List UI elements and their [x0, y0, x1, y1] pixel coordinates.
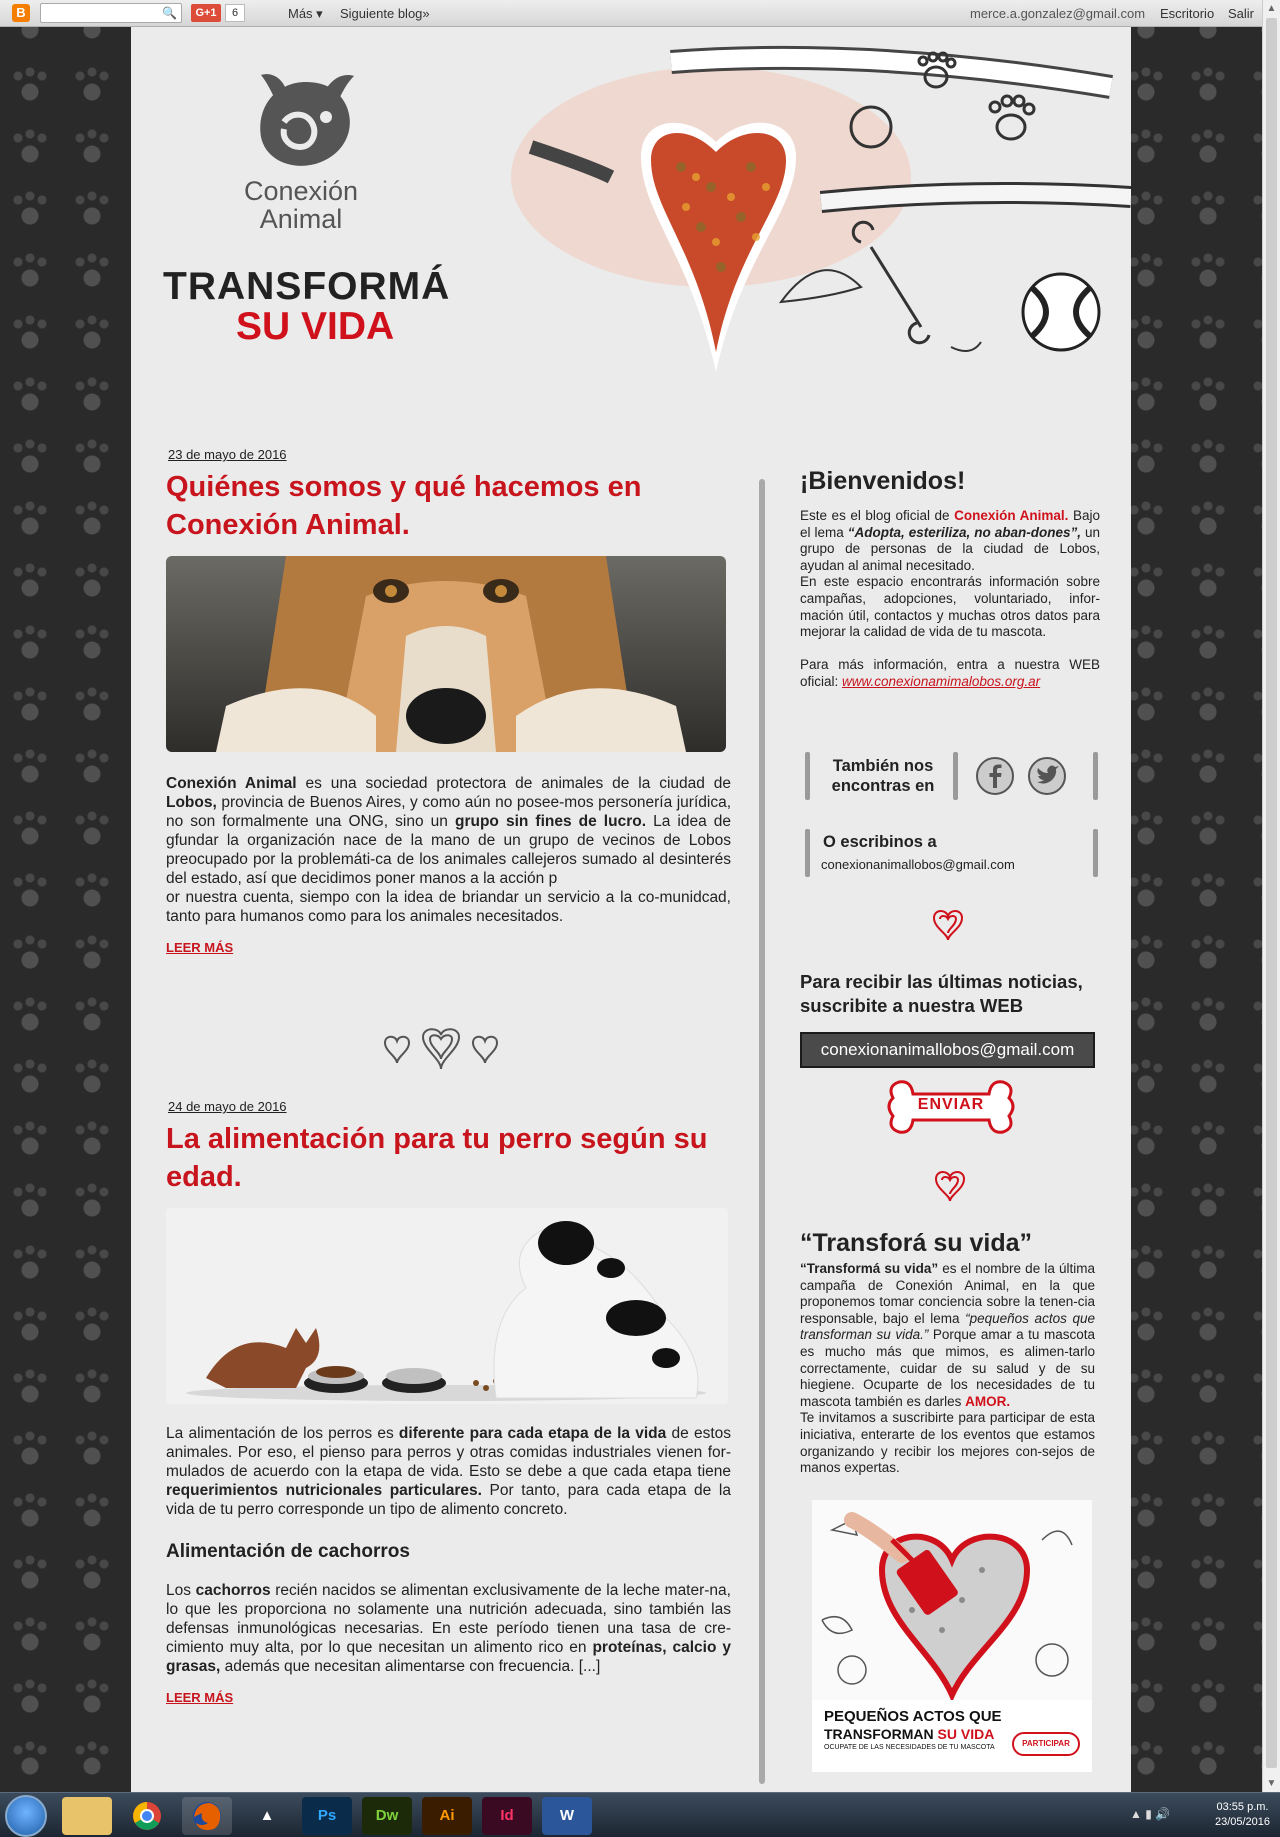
box-bar: [1093, 829, 1098, 877]
post-article: [166, 1099, 731, 1707]
contact-email-link[interactable]: conexionanimallobos@gmail.com: [821, 857, 1015, 872]
dogs-food-photo: [166, 1208, 728, 1404]
slogan-line-1: TRANSFORMÁ: [163, 265, 451, 308]
write-us-label: O escribinos a: [823, 833, 937, 851]
post-date: 23 de mayo de 2016: [168, 447, 287, 462]
firefox-icon[interactable]: [182, 1797, 232, 1835]
gplus-count: 6: [225, 4, 245, 22]
word-icon[interactable]: W: [542, 1797, 592, 1835]
dreamweaver-icon[interactable]: Dw: [362, 1797, 412, 1835]
campaign-text: “Transformá su vida” es el nombre de la última campaña de Conexión Animal, en la que proponemos tomar conciencia sobre la tenen-cia responsable, bajo el lema “pequeños actos que transforman su vida.” Porque amar a tu mascota es mucho más que mimos, es alimen-tarlo correctamente, cuidar de su salud y de su hiegiene. Ocuparte de los necesidades de tu mascota también es darles AMOR. Te invitamos a suscribirte para participar de esta iniciativa, enterarte de los eventos que estamos organizando y recibir los mejores con-sejos de manos expertas.: [800, 1261, 1095, 1476]
start-button[interactable]: [5, 1795, 47, 1837]
website-link[interactable]: www.conexionamimalobos.org.ar: [842, 673, 1041, 689]
next-blog-link[interactable]: Siguiente blog»: [340, 6, 430, 21]
post-excerpt: Conexión Animal es una sociedad protectora de animales de la ciudad de Lobos, provincia de Buenos Aires, y como aún no posee-mos personería jurídica, no son formalmente una ONG, sino un grupo sin fines de lucro. La idea de gfundar la organización nace de la mano de un grupo de vecinos de Lobos preocupado por la problemáti-ca de los animales callejeros sumado al desinterés del estado, así que decidimos poner manos a la acción p or nuestra cuenta, siempo con la idea de briandar un servicio a la co-munidcad, tanto para humanos como para los animales necesitados.: [166, 775, 731, 925]
clock[interactable]: 03:55 p.m. 23/05/2016: [1214, 1801, 1271, 1828]
file-explorer-icon[interactable]: [62, 1797, 112, 1835]
sidebar: [800, 467, 1100, 1751]
post-subheading: Alimentación de cachorros: [166, 1541, 410, 1562]
campaign-title: “Transforá su vida”: [800, 1229, 1033, 1257]
post-image-dogs-food: [166, 1208, 728, 1404]
welcome-title: ¡Bienvenidos!: [800, 467, 966, 495]
poster-tagline: OCUPATE DE LAS NECESIDADES DE TU MASCOTA: [824, 1744, 995, 1751]
read-more-link[interactable]: LEER MÁS: [166, 940, 234, 955]
gplus-button[interactable]: G+1: [191, 4, 221, 22]
poster-headline: PEQUEÑOS ACTOS QUE: [824, 1708, 1002, 1725]
hearts-divider-icon: [371, 1025, 511, 1073]
header-illustration: [451, 27, 1131, 397]
more-menu[interactable]: Más ▾: [288, 6, 323, 21]
post-title[interactable]: La alimentación para tu perro según su edad.: [166, 1123, 708, 1193]
box-bar: [953, 752, 958, 800]
find-us-label: También nos encontras en: [831, 757, 935, 795]
column-divider: [759, 479, 765, 1784]
box-bar: [805, 752, 810, 800]
campaign-poster[interactable]: [812, 1500, 1092, 1772]
conexion-animal-logo-icon: [246, 67, 366, 177]
scroll-thumb[interactable]: [1266, 18, 1277, 1768]
blog-page: [131, 27, 1131, 1792]
dog-photo: [166, 556, 726, 752]
poster-subheadline: TRANSFORMAN SU VIDA: [824, 1726, 995, 1742]
post-excerpt: La alimentación de los perros es diferente para cada etapa de la vida de estos animales. Por eso, el pienso para perros y otras comidas industriales vienen for-mulados de acuerdo con la etapa de vida. Esto se debe a que cada etapa tiene requerimientos nutricionales particulares. Por tanto, para cada etapa de la vida de tu perro corresponde un tipo de alimento concreto.: [166, 1425, 732, 1518]
participar-button[interactable]: PARTICIPAR: [1012, 1732, 1080, 1756]
read-more-link[interactable]: LEER MÁS: [166, 1690, 234, 1705]
subscribe-email-input[interactable]: conexionanimallobos@gmail.com: [800, 1032, 1095, 1068]
social-links-box: [805, 752, 1100, 800]
blogger-navbar: [0, 0, 1262, 27]
system-tray-icons[interactable]: ▲ ▮ 🔊: [1130, 1807, 1171, 1821]
twitter-icon[interactable]: [1025, 756, 1069, 796]
dashboard-link[interactable]: Escritorio: [1160, 6, 1215, 21]
subscribe-title: Para recibir las últimas noticias, suscribite a nuestra WEB: [800, 971, 1083, 1016]
blog-header: [131, 27, 1131, 397]
post-image-dog: [166, 556, 726, 752]
vertical-scrollbar[interactable]: [1262, 0, 1280, 1792]
blogger-logo-icon[interactable]: B: [12, 4, 30, 22]
slogan-line-2: SU VIDA: [236, 305, 395, 348]
chrome-icon[interactable]: [122, 1797, 172, 1835]
search-icon[interactable]: 🔍: [162, 6, 177, 20]
post-date: 24 de mayo de 2016: [168, 1099, 287, 1114]
taskbar: [0, 1792, 1280, 1837]
heart-ornament-icon: [931, 906, 965, 942]
indesign-icon[interactable]: Id: [482, 1797, 532, 1835]
post-title[interactable]: Quiénes somos y qué hacemos en Conexión Animal.: [166, 471, 642, 541]
box-bar: [805, 829, 810, 877]
logo-text: Conexión Animal: [243, 176, 359, 234]
post-excerpt-continued: Los cachorros recién nacidos se alimentan exclusivamente de la leche mater-na, lo que les proporciona no solamente una nutrición adecuada, sino también las defensas inmunológicas necesarias. En este período tienen una tasa de cre-cimiento muy alta, por lo que necesitan un alimento rico en proteínas, calcio y grasas, además que necesitan alimentarse con frecuencia. [...]: [166, 1582, 732, 1675]
fox-app-icon[interactable]: ▲: [259, 1807, 275, 1824]
poster-illustration: [812, 1500, 1092, 1700]
welcome-text: Este es el blog oficial de Conexión Animal. Bajo el lema “Adopta, esteriliza, no aban-dones”, un grupo de personas de la ciudad de Lobos, ayudan al animal necesitado. En este espacio encontrarás información sobre campañas, adopciones, voluntariado, infor-mación útil, contactos y muchas otros datos para mejorar la calidad de vida de tu mascota. Para más información, entra a nuestra WEB oficial: www.conexionamimalobos.org.ar: [800, 508, 1100, 689]
scroll-down-icon[interactable]: ▼: [1266, 1778, 1277, 1789]
contact-box: [805, 829, 1100, 877]
sign-out-link[interactable]: Salir: [1228, 6, 1255, 21]
post-article: [166, 447, 731, 957]
account-email: merce.a.gonzalez@gmail.com: [970, 6, 1146, 21]
illustrator-icon[interactable]: Ai: [422, 1797, 472, 1835]
scroll-up-icon[interactable]: ▲: [1266, 3, 1277, 14]
facebook-icon[interactable]: [973, 756, 1017, 796]
heart-ornament-icon: [933, 1167, 967, 1203]
send-button[interactable]: ENVIAR: [885, 1076, 1017, 1138]
search-input[interactable]: [40, 3, 182, 23]
photoshop-icon[interactable]: Ps: [302, 1797, 352, 1835]
box-bar: [1093, 752, 1098, 800]
